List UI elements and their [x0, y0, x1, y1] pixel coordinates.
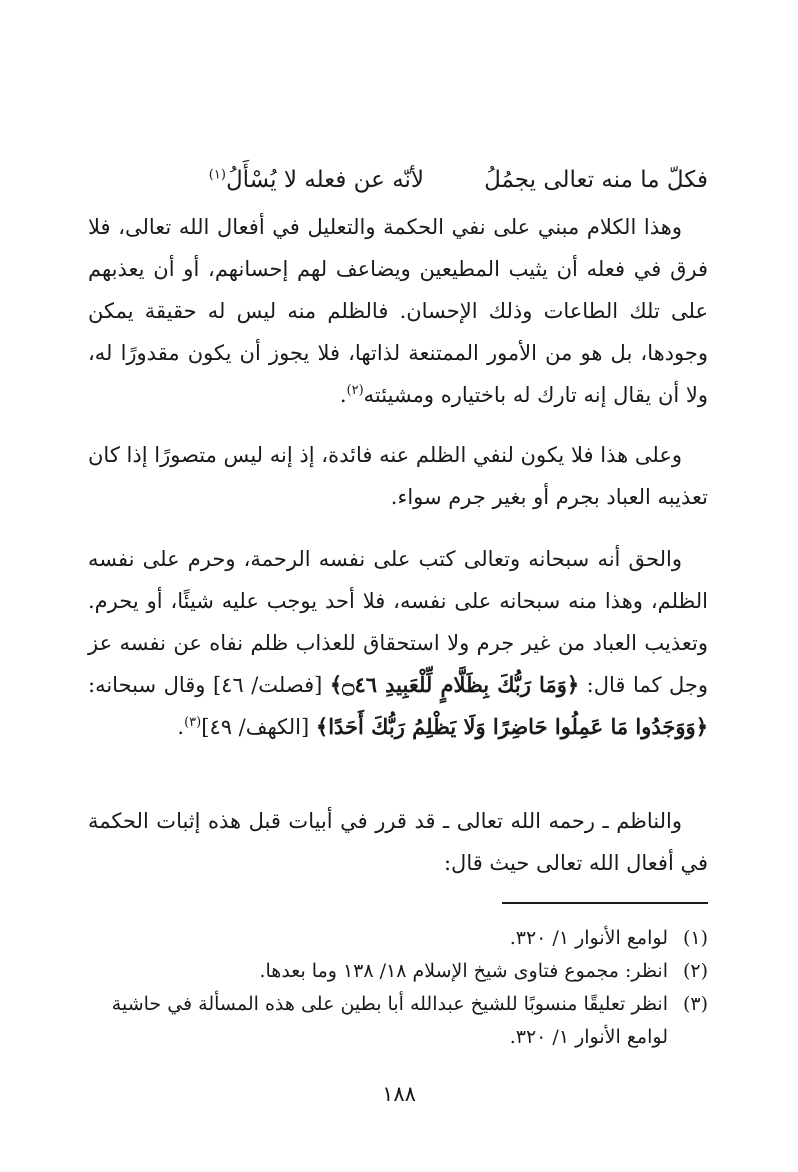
footnote-item [88, 955, 708, 988]
footnote-text: لوامع الأنوار ١/ ٣٢٠. [509, 927, 668, 949]
footnote-ref-2: (٢) [346, 383, 364, 398]
page-number: ١٨٨ [382, 1082, 416, 1106]
paragraph-3: والحق أنه سبحانه وتعالى كتب على نفسه الرحمة، وحرم على نفسه الظلم، وهذا منه سبحانه على نفسه، فلا أحد يوجب عليه شيئًا، أو يحرم. وتعذيب العباد من غير جرم ولا استحقاق للعذاب ظلم نفاه عن نفسه عز وجل كما قال: ﴿وَمَا رَبُّكَ بِظَلَّامٍ لِّلْعَبِيدِ ۝٤٦﴾ [فصلت/ ٤٦] وقال سبحانه: ﴿وَوَجَدُوا مَا عَمِلُوا حَاضِرًا وَلَا يَظْلِمُ رَبُّكَ أَحَدًا﴾ [الكهف/ ٤٩]$^{(٣)}$. [88, 547, 709, 739]
paragraph-2-text: وعلى هذا فلا يكون لنفي الظلم عنه فائدة، إذ إنه ليس متصورًا إذا كان تعذيبه العباد بجرم أو بغير جرم سواء. [88, 443, 708, 509]
quran-verse-2: ﴿وَوَجَدُوا مَا عَمِلُوا حَاضِرًا وَلَا يَظْلِمُ رَبُّكَ أَحَدًا﴾ [315, 714, 708, 739]
quran-ref-1: [فصلت/ ٤٦] [212, 673, 323, 697]
footnote-ref-3: (٣) [184, 715, 202, 730]
verse-hemistich-right: فكلّ ما منه تعالى يجمُلُ [484, 167, 708, 193]
footnotes [88, 922, 708, 1054]
paragraph-2 [88, 434, 708, 518]
footnote-divider [502, 902, 708, 904]
footnote-text: انظر تعليقًا منسوبًا للشيخ عبدالله أبا بطين على هذه المسألة في حاشية لوامع الأنوار ١/ ٣٢٠. [111, 993, 668, 1048]
quran-ref-2: [الكهف/ ٤٩] [201, 715, 310, 739]
quran-verse-1: ﴿وَمَا رَبُّكَ بِظَلَّامٍ لِّلْعَبِيدِ ۝٤٦﴾ [329, 672, 580, 697]
footnote-number: (٢) [682, 960, 708, 982]
footnote-ref-1: (١) [208, 167, 226, 183]
paragraph-4 [88, 800, 708, 884]
verse-hemistich-left: لأنّه عن فعله لا يُسْأَلُ [225, 167, 425, 193]
paragraph-3-text-before: والحق أنه سبحانه وتعالى كتب على نفسه الرحمة، وحرم على نفسه الظلم، وهذا منه سبحانه على نفسه، فلا أحد يوجب عليه شيئًا، أو يحرم. وتعذيب العباد من غير جرم ولا استحقاق للعذاب ظلم نفاه عن نفسه عز وجل كما قال: [88, 547, 709, 697]
footnote-item [88, 988, 708, 1054]
footnote-number: (٣) [682, 993, 708, 1015]
footnote-item [88, 922, 708, 955]
paragraph-3-text-middle: وقال سبحانه: [88, 673, 206, 697]
paragraph-4-text: والناظم ـ رحمه الله تعالى ـ قد قرر في أبيات قبل هذه إثبات الحكمة في أفعال الله تعالى حيث قال: [88, 809, 708, 875]
paragraph-1-text: وهذا الكلام مبني على نفي الحكمة والتعليل في أفعال الله تعالى، فلا فرق في فعله أن يثيب المطيعين ويضاعف لهم إحسانهم، أو أن يعذبهم على تلك الطاعات وذلك الإحسان. فالظلم منه ليس له حقيقة يمكن وجودها، بل هو من الأمور الممتنعة لذاتها، فلا يجوز أن يكون مقدورًا له، ولا أن يقال إنه تارك له باختياره ومشيئته [88, 215, 708, 407]
paragraph-1: وهذا الكلام مبني على نفي الحكمة والتعليل في أفعال الله تعالى، فلا فرق في فعله أن يثيب المطيعين ويضاعف لهم إحسانهم، أو أن يعذبهم على تلك الطاعات وذلك الإحسان. فالظلم منه ليس له حقيقة يمكن وجودها، بل هو من الأمور الممتنعة لذاتها، فلا يجوز أن يكون مقدورًا له، ولا أن يقال إنه تارك له باختياره ومشيئته$^{(٢)}$. [88, 215, 708, 407]
footnote-number: (١) [682, 927, 708, 949]
footnote-text: انظر: مجموع فتاوى شيخ الإسلام ١٨/ ١٣٨ وما بعدها. [259, 960, 668, 982]
poem-verse [88, 160, 708, 200]
